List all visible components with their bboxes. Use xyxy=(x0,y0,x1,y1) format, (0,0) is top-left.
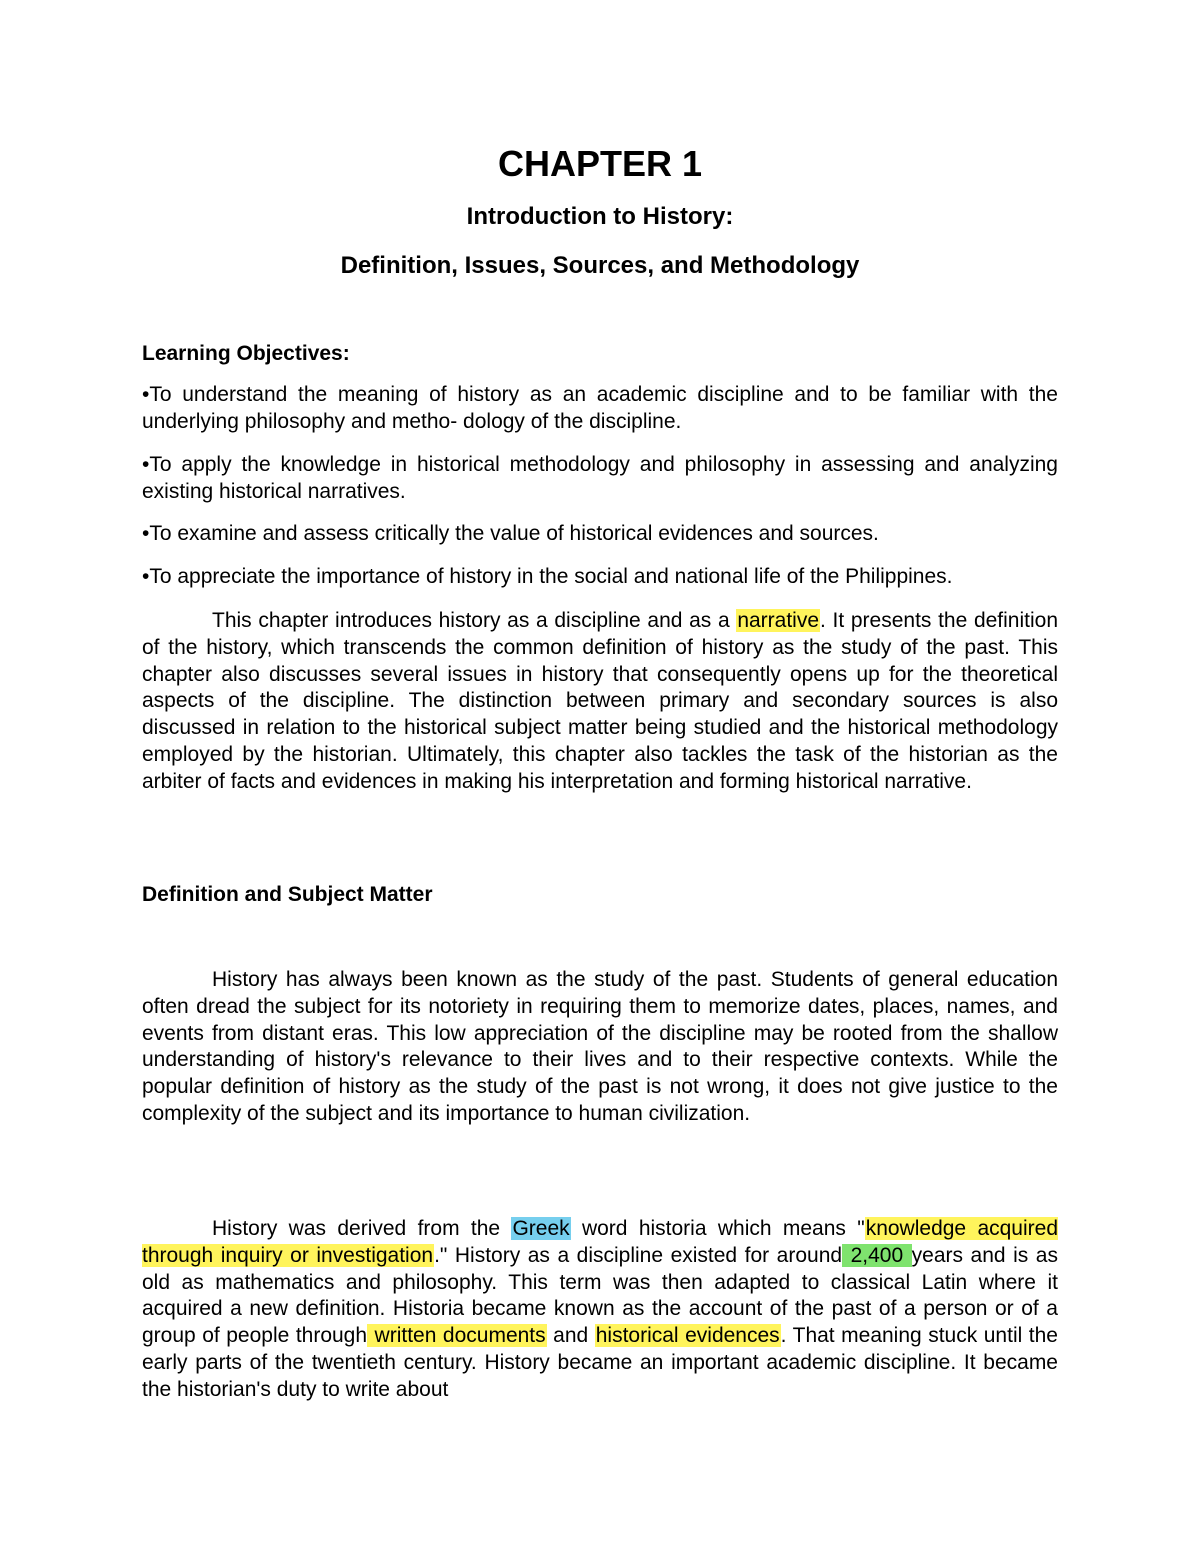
highlight-greek: Greek xyxy=(512,1217,570,1240)
objective-item: •To apply the knowledge in historical methodology and philosophy in assessing and analyzing existing historical narratives. xyxy=(142,453,1058,503)
chapter-subtitle: Introduction to History: xyxy=(466,203,734,230)
chapter-title: CHAPTER 1 xyxy=(497,143,703,184)
objective-item: •To examine and assess critically the value of historical evidences and sources. xyxy=(142,522,879,545)
paragraph-text: History was derived from the xyxy=(212,1217,512,1240)
highlight-narrative: narrative xyxy=(737,609,820,632)
body-paragraph xyxy=(142,1216,1058,1404)
intro-text: This chapter introduces history as a discipline and as a xyxy=(212,609,737,632)
body-paragraph: History has always been known as the study of the past. Students of general education often dread the subject for its notoriety in requiring them to memorize dates, places, names, and events from distant eras. This low appreciation of the discipline may be rooted from the shallow understanding of history's relevance to their lives and to their respective contexts. While the popular definition of history as the study of the past is not wrong, it does not give justice to the complexity of the subject and its importance to human civilization. xyxy=(142,968,1058,1125)
paragraph-text: years and is as old as mathematics and philosophy. This term was then adapted to classical Latin where it acquired a new definition. Historia became known as the account of the past of a person or of a group of people through xyxy=(142,1243,1058,1348)
highlight-written-documents: written documents xyxy=(368,1324,546,1348)
section-heading: Definition and Subject Matter xyxy=(142,883,433,906)
paragraph-text: . That meaning stuck until the early parts of the twentieth century. History became an important academic discipline. It became the historian's duty to write about xyxy=(142,1324,1058,1401)
highlight-historical-evidences: historical evidences xyxy=(595,1324,780,1348)
paragraph-text: and xyxy=(546,1324,595,1348)
highlight-years: 2,400 xyxy=(843,1243,911,1267)
objective-item: •To understand the meaning of history as an academic discipline and to be familiar with the underlying philosophy and metho- dology of the discipline. xyxy=(142,383,1058,433)
chapter-topics: Definition, Issues, Sources, and Methodology xyxy=(340,252,860,279)
objective-item: •To appreciate the importance of history in the social and national life of the Philippines. xyxy=(142,565,953,588)
learning-objectives-heading: Learning Objectives: xyxy=(142,342,350,365)
highlight-knowledge: knowledge acquired through inquiry or investigation xyxy=(142,1217,1058,1267)
paragraph-text: word historia which means " xyxy=(570,1217,865,1240)
intro-paragraph xyxy=(142,608,1058,796)
paragraph-text: ." History as a discipline existed for around xyxy=(434,1243,843,1267)
intro-text: . It presents the definition of the history, which transcends the common definition of history as the study of the past. This chapter also discusses several issues in history that consequently opens up for the theoretical aspects of the discipline. The distinction between primary and secondary sources is also discussed in relation to the historical subject matter being studied and the historical methodology employed by the historian. Ultimately, this chapter also tackles the task of the historian as the arbiter of facts and evidences in making his interpretation and forming historical narrative. xyxy=(142,609,1059,793)
